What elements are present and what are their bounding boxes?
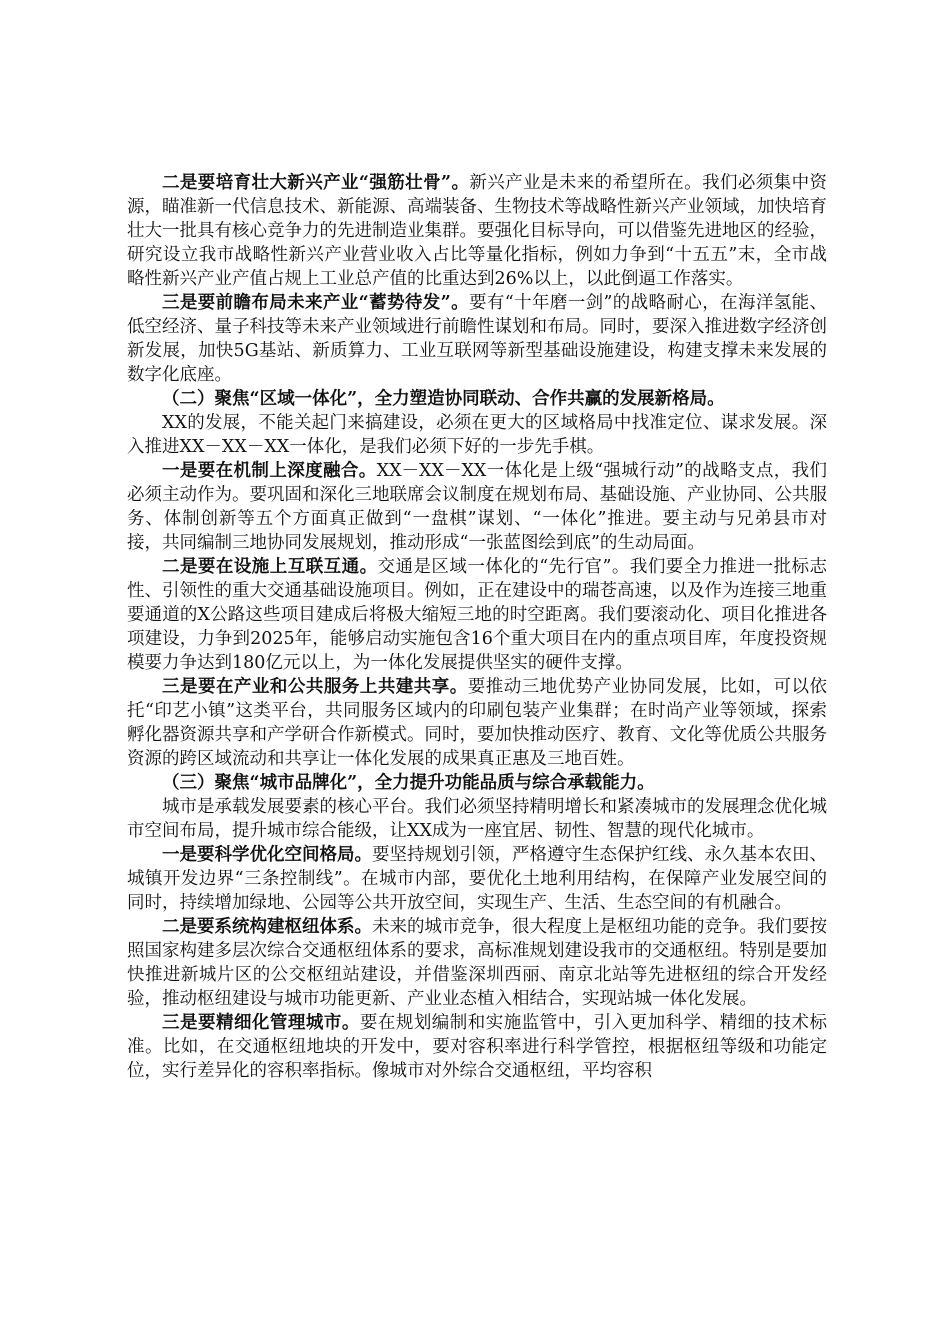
paragraph-text: 要有“十年磨一剑”的战略耐心，在海洋氢能、低空经济、量子科技等未来产业领域进行前瞻性谋划和布局。同时，要深入推进数字经济创新发展，加快5G基站、新质算力、工业互联网等新型基础设施建设，构建支撑未来发展的数字化底座。 [127,293,827,385]
paragraph-text: XX－XX－XX一体化是上级“强城行动”的战略支点，我们必须主动作为。要巩固和深化三地联席会议制度在规划布局、基础设施、产业协同、公共服务、体制创新等五个方面真正做到“一盘棋”谋划、“一体化”推进。要主动与兄弟县市对接，共同编制三地协同发展规划，推动形成“一张蓝图绘到底”的生动局面。 [127,461,827,553]
paragraph-regional-intro [127,411,827,459]
section-heading-city-branding: （三）聚焦“城市品牌化”，全力提升功能品质与综合承载能力。 [162,773,655,793]
paragraph-text: 要在规划编制和实施监管中，引入更加科学、精细的技术标准。比如，在交通枢纽地块的开发中，要对容积率进行科学管控，根据枢纽等级和功能定位，实行差异化的容积率指标。像城市对外综合交通枢纽，平均容积 [127,1013,828,1081]
paragraph-lead: 一是要科学优化空间格局。 [162,845,372,865]
paragraph-lead: 三是要精细化管理城市。 [162,1013,360,1033]
document-body [127,171,827,1083]
paragraph-emerging-industries [127,171,827,291]
paragraph-lead: 二是要在设施上互联互通。 [162,557,378,577]
paragraph-text: 交通是区域一体化的“先行官”。我们要全力推进一批标志性、引领性的重大交通基础设施项目。例如，正在建设中的瑞苍高速，以及作为连接三地重要通道的X公路这些项目建成后将极大缩短三地的时空距离。我们要滚动化、项目化推进各项建设，力争到2025年，能够启动实施包含16个重大项目在内的重点项目库，年度投资规模要力争达到180亿元以上，为一体化发展提供坚实的硬件支撑。 [127,557,827,673]
paragraph-text: XX的发展，不能关起门来搞建设，必须在更大的区域格局中找准定位、谋求发展。深入推进XX－XX－XX一体化，是我们必须下好的一步先手棋。 [127,413,827,457]
paragraph-lead: 一是要在机制上深度融合。 [162,461,377,481]
paragraph-text: 城市是承载发展要素的核心平台。我们必须坚持精明增长和紧凑城市的发展理念优化城市空间布局，提升城市综合能级，让XX成为一座宜居、韧性、智慧的现代化城市。 [127,797,827,841]
paragraph-text: 要坚持规划引领，严格遵守生态保护红线、永久基本农田、城镇开发边界“三条控制线”。在城市内部，要优化土地利用结构，在保障产业发展空间的同时，持续增加绿地、公园等公共开放空间，实现生产、生活、生态空间的有机融合。 [127,845,827,913]
paragraph-refined-management [127,1011,827,1083]
paragraph-future-industries [127,291,827,387]
section-heading-regional-integration: （二）聚焦“区域一体化”，全力塑造协同联动、合作共赢的发展新格局。 [162,389,725,409]
paragraph-mechanism-integration [127,459,827,555]
paragraph-spatial-layout [127,843,827,915]
paragraph-industry-public-services [127,675,827,771]
paragraph-lead: 二是要培育壮大新兴产业“强筋壮骨”。 [162,173,470,193]
paragraph-lead: 二是要系统构建枢纽体系。 [162,917,372,937]
paragraph-text: 新兴产业是未来的希望所在。我们必须集中资源，瞄准新一代信息技术、新能源、高端装备、生物技术等战略性新兴产业领域，加快培育壮大一批具有核心竞争力的先进制造业集群。要强化目标导向，可以借鉴先进地区的经验，研究设立我市战略性新兴产业营业收入占比等量化指标，例如力争到“十五五”末，全市战略性新兴产业产值占规上工业总产值的比重达到26%以上，以此倒逼工作落实。 [127,173,827,289]
paragraph-text: 未来的城市竞争，很大程度上是枢纽功能的竞争。我们要按照国家构建多层次综合交通枢纽体系的要求，高标准规划建设我市的交通枢纽。特别是要加快推进新城片区的公交枢纽站建设，并借鉴深圳西丽、南京北站等先进枢纽的综合开发经验，推动枢纽建设与城市功能更新、产业业态植入相结合，实现站城一体化发展。 [127,917,827,1009]
paragraph-lead: 三是要在产业和公共服务上共建共享。 [162,677,468,697]
paragraph-hub-system [127,915,827,1011]
paragraph-text: 要推动三地优势产业协同发展，比如，可以依托“印艺小镇”这类平台，共同服务区域内的印刷包装产业集群；在时尚产业等领域，探索孵化器资源共享和产学研合作新模式。同时，要加快推动医疗、教育、文化等优质公共服务资源的跨区域流动和共享让一体化发展的成果真正惠及三地百姓。 [127,677,828,769]
paragraph-lead: 三是要前瞻布局未来产业“蓄势待发”。 [162,293,469,313]
paragraph-infrastructure-connectivity [127,555,827,675]
paragraph-city-intro [127,795,827,843]
